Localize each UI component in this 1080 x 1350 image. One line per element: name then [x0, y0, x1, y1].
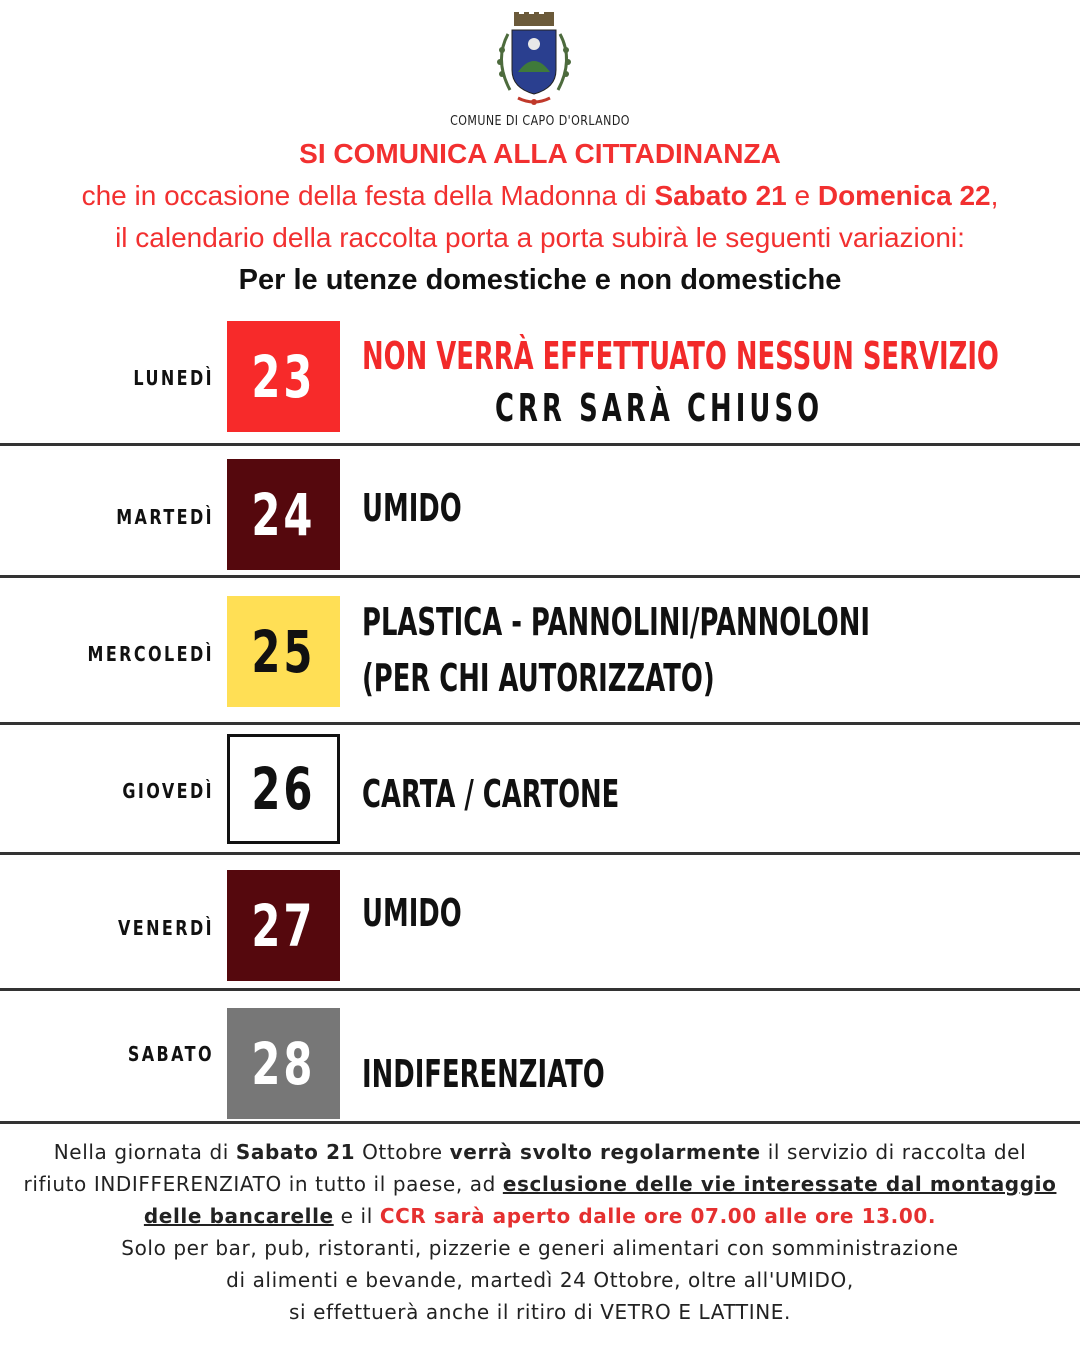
subtitle: Per le utenze domestiche e non domestiche [238, 264, 842, 296]
date-box: 23 [227, 321, 340, 432]
footer-paragraph-4: si effettuerà anche il ritiro di VETRO E LATTINE. [288, 1300, 792, 1324]
footer-paragraph-1: Nella giornata di Sabato 21 Ottobre verrà svolto regolarmente il servizio di raccolta del rifiuto INDIFFERENZIATO in tutto il paese, ad esclusione delle vie interessate dal montaggio delle bancarelle e il CCR sarà aperto dalle ore 07.00 alle ore 13.00. [23, 1140, 1057, 1228]
divider [0, 443, 1080, 446]
service-description: UMIDO [362, 891, 462, 935]
service-note: CRR SARÀ CHIUSO [495, 386, 824, 430]
service-description: NON VERRÀ EFFETTUATO NESSUN SERVIZIO [362, 334, 999, 378]
intro-line-2: il calendario della raccolta porta a porta subirà le seguenti variazioni: [115, 222, 965, 253]
service-note: (PER CHI AUTORIZZATO) [362, 656, 715, 700]
date-box: 27 [227, 870, 340, 981]
intro-line-1: che in occasione della festa della Madonna di Sabato 21 e Domenica 22, [81, 180, 999, 211]
day-label: LUNEDÌ [133, 366, 214, 390]
comune-label: COMUNE DI CAPO D'ORLANDO [450, 114, 630, 129]
divider [0, 988, 1080, 991]
service-description: PLASTICA - PANNOLINI/PANNOLONI [362, 600, 871, 644]
date-box: 25 [227, 596, 340, 707]
divider [0, 1121, 1080, 1124]
day-label: VENERDÌ [118, 916, 214, 940]
divider [0, 575, 1080, 578]
service-description: INDIFERENZIATO [362, 1052, 605, 1096]
date-box: 24 [227, 459, 340, 570]
date-box: 28 [227, 1008, 340, 1119]
date-box: 26 [227, 734, 340, 844]
divider [0, 722, 1080, 725]
day-label: MERCOLEDÌ [87, 642, 214, 666]
day-label: MARTEDÌ [116, 505, 214, 529]
footer-paragraph-2: Solo per bar, pub, ristoranti, pizzerie e generi alimentari con somministrazione [121, 1236, 959, 1260]
day-label: SABATO [127, 1042, 214, 1066]
footer-paragraph-3: di alimenti e bevande, martedì 24 Ottobre, oltre all'UMIDO, [226, 1268, 854, 1292]
page-title: SI COMUNICA ALLA CITTADINANZA [299, 138, 781, 169]
service-description: UMIDO [362, 486, 462, 530]
coat-of-arms-icon [488, 10, 580, 110]
service-description: CARTA / CARTONE [362, 772, 620, 816]
day-label: GIOVEDÌ [122, 779, 214, 803]
footer-notice [20, 1136, 1060, 1328]
divider [0, 852, 1080, 855]
